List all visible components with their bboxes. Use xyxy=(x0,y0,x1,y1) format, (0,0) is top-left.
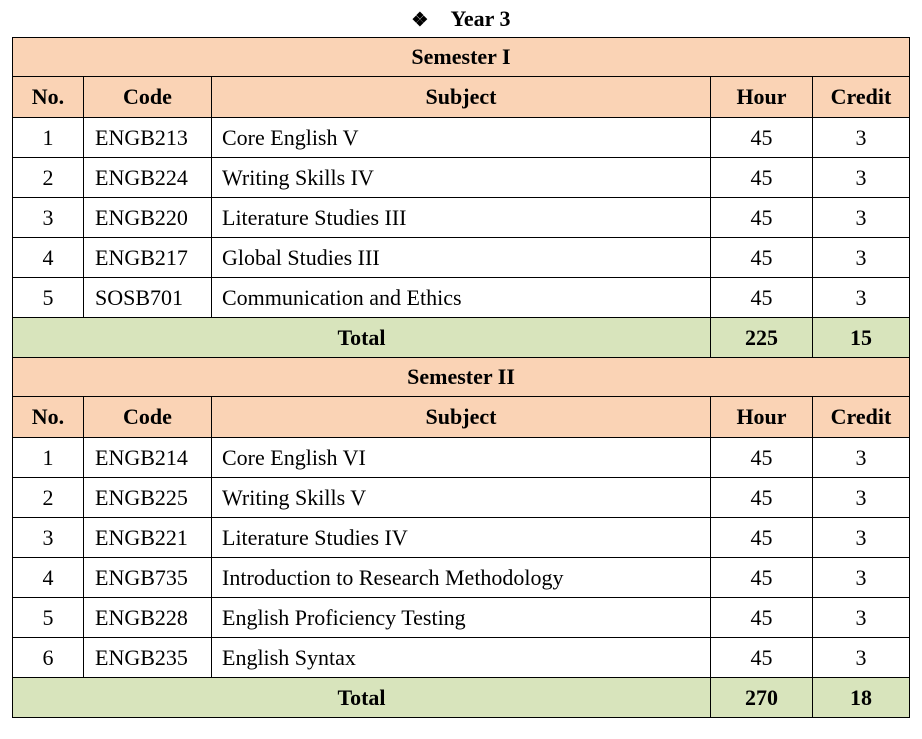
course-credits: 3 xyxy=(813,118,910,158)
row-number: 2 xyxy=(13,158,84,198)
column-header-credit: Credit xyxy=(813,77,910,118)
semester-title: Semester I xyxy=(13,38,910,77)
course-credits: 3 xyxy=(813,198,910,238)
course-code: ENGB225 xyxy=(84,478,212,518)
table-row xyxy=(13,438,910,478)
column-header-no: No. xyxy=(13,77,84,118)
row-number: 3 xyxy=(13,198,84,238)
table-row xyxy=(13,518,910,558)
column-header-credit: Credit xyxy=(813,397,910,438)
total-hours: 225 xyxy=(711,318,813,358)
course-hours: 45 xyxy=(711,238,813,278)
course-credits: 3 xyxy=(813,278,910,318)
table-row xyxy=(13,278,910,318)
course-subject: English Proficiency Testing xyxy=(212,598,711,638)
column-header-hour: Hour xyxy=(711,397,813,438)
column-header-subject: Subject xyxy=(212,77,711,118)
course-hours: 45 xyxy=(711,518,813,558)
table-row xyxy=(13,158,910,198)
semester-header-row xyxy=(13,38,910,77)
course-hours: 45 xyxy=(711,438,813,478)
total-row xyxy=(13,318,910,358)
table-row xyxy=(13,198,910,238)
row-number: 1 xyxy=(13,118,84,158)
course-subject: Global Studies III xyxy=(212,238,711,278)
column-header-code: Code xyxy=(84,397,212,438)
course-subject: Communication and Ethics xyxy=(212,278,711,318)
column-header-code: Code xyxy=(84,77,212,118)
course-credits: 3 xyxy=(813,558,910,598)
course-code: ENGB735 xyxy=(84,558,212,598)
row-number: 2 xyxy=(13,478,84,518)
row-number: 6 xyxy=(13,638,84,678)
course-code: ENGB228 xyxy=(84,598,212,638)
total-row xyxy=(13,678,910,718)
course-credits: 3 xyxy=(813,158,910,198)
curriculum-table xyxy=(12,37,910,718)
column-header-no: No. xyxy=(13,397,84,438)
course-subject: Introduction to Research Methodology xyxy=(212,558,711,598)
total-credits: 18 xyxy=(813,678,910,718)
table-row xyxy=(13,598,910,638)
course-subject: Core English VI xyxy=(212,438,711,478)
total-label: Total xyxy=(13,318,711,358)
course-credits: 3 xyxy=(813,598,910,638)
total-credits: 15 xyxy=(813,318,910,358)
total-label: Total xyxy=(13,678,711,718)
semester-header-row xyxy=(13,358,910,397)
course-code: ENGB224 xyxy=(84,158,212,198)
course-subject: Literature Studies III xyxy=(212,198,711,238)
course-code: ENGB214 xyxy=(84,438,212,478)
column-header-row xyxy=(13,397,910,438)
course-hours: 45 xyxy=(711,478,813,518)
course-code: ENGB235 xyxy=(84,638,212,678)
year-heading: Year 3 xyxy=(450,6,511,31)
column-header-row xyxy=(13,77,910,118)
table-row xyxy=(13,118,910,158)
row-number: 3 xyxy=(13,518,84,558)
table-row xyxy=(13,558,910,598)
row-number: 1 xyxy=(13,438,84,478)
row-number: 4 xyxy=(13,238,84,278)
course-hours: 45 xyxy=(711,118,813,158)
page-title xyxy=(0,4,922,34)
semester-title: Semester II xyxy=(13,358,910,397)
course-subject: Writing Skills V xyxy=(212,478,711,518)
column-header-subject: Subject xyxy=(212,397,711,438)
course-subject: Core English V xyxy=(212,118,711,158)
course-code: SOSB701 xyxy=(84,278,212,318)
course-credits: 3 xyxy=(813,438,910,478)
table-row xyxy=(13,478,910,518)
course-hours: 45 xyxy=(711,598,813,638)
row-number: 5 xyxy=(13,278,84,318)
course-hours: 45 xyxy=(711,158,813,198)
course-hours: 45 xyxy=(711,198,813,238)
row-number: 4 xyxy=(13,558,84,598)
table-row xyxy=(13,638,910,678)
course-code: ENGB221 xyxy=(84,518,212,558)
course-hours: 45 xyxy=(711,278,813,318)
course-hours: 45 xyxy=(711,638,813,678)
table-row xyxy=(13,238,910,278)
course-credits: 3 xyxy=(813,478,910,518)
course-code: ENGB213 xyxy=(84,118,212,158)
row-number: 5 xyxy=(13,598,84,638)
diamond-bullet-icon: ❖ xyxy=(411,10,429,31)
course-subject: English Syntax xyxy=(212,638,711,678)
course-credits: 3 xyxy=(813,638,910,678)
course-code: ENGB217 xyxy=(84,238,212,278)
total-hours: 270 xyxy=(711,678,813,718)
course-code: ENGB220 xyxy=(84,198,212,238)
course-credits: 3 xyxy=(813,238,910,278)
course-hours: 45 xyxy=(711,558,813,598)
course-subject: Writing Skills IV xyxy=(212,158,711,198)
column-header-hour: Hour xyxy=(711,77,813,118)
course-subject: Literature Studies IV xyxy=(212,518,711,558)
course-credits: 3 xyxy=(813,518,910,558)
